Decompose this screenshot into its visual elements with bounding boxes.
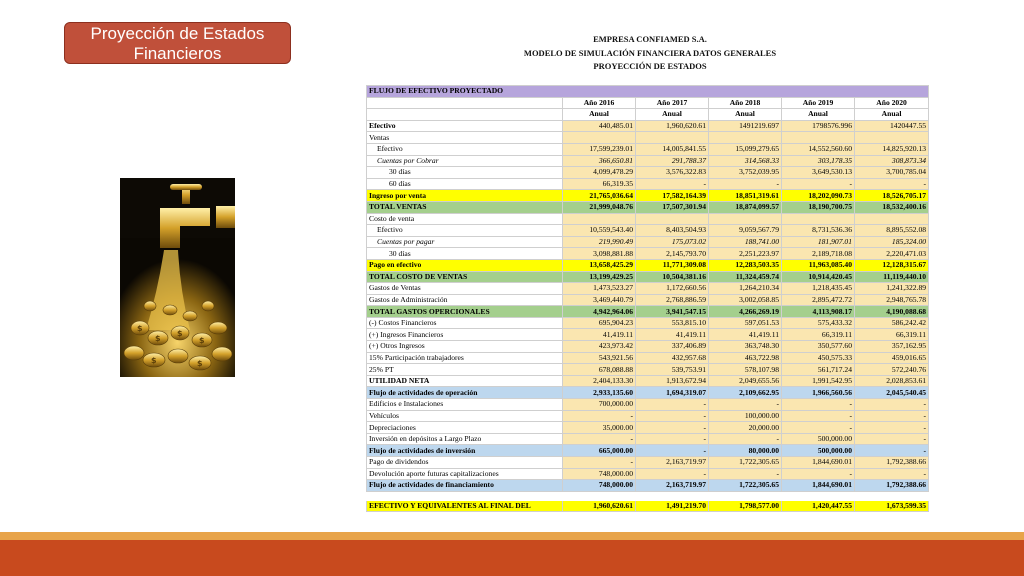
table-row [367,120,929,132]
final-cash-value: 1,798,577.00 [709,500,782,512]
table-row [367,201,929,213]
row-value: 2,933,135.60 [563,387,636,399]
row-value: 1420447.55 [855,120,929,132]
table-row [367,480,929,492]
row-value: 10,559,543.40 [563,225,636,237]
model-subtitle: MODELO DE SIMULACIÓN FINANCIERA DATOS GENERALES [523,48,777,58]
row-value: 11,324,459.74 [709,271,782,283]
row-value: - [782,422,855,434]
table-row [367,352,929,364]
row-value: 2,948,765.78 [855,294,929,306]
row-value: 21,999,048.76 [563,201,636,213]
row-label: UTILIDAD NETA [367,375,563,387]
row-label: TOTAL GASTOS OPERCIONALES [367,306,563,318]
row-value: 18,874,099.57 [709,201,782,213]
row-label: TOTAL VENTAS [367,201,563,213]
table-row [367,248,929,260]
row-value: 3,941,547.15 [636,306,709,318]
header-blank [367,97,563,109]
row-value: 363,748.30 [709,341,782,353]
row-label: Efectivo [367,143,563,155]
row-value: 4,190,088.68 [855,306,929,318]
row-value: 11,963,085.40 [782,259,855,271]
year-header: Año 2017 [636,97,709,109]
table-row [367,259,929,271]
row-value [563,213,636,225]
row-value: 66,319.35 [563,178,636,190]
row-label: 25% PT [367,364,563,376]
row-value: 4,942,964.06 [563,306,636,318]
row-value: 18,526,705.17 [855,190,929,202]
row-value: 500,000.00 [782,433,855,445]
row-value: 543,921.56 [563,352,636,364]
row-value: - [636,399,709,411]
row-value: 303,178.35 [782,155,855,167]
table-row [367,329,929,341]
row-value: - [563,410,636,422]
row-value: 14,005,841.55 [636,143,709,155]
row-value: - [636,178,709,190]
row-value: 1,264,210.34 [709,283,782,295]
header-blank [367,109,563,121]
row-value: 18,532,400.16 [855,201,929,213]
row-value: - [782,410,855,422]
row-value: 13,199,429.25 [563,271,636,283]
row-label: 30 días [367,167,563,179]
row-value [782,213,855,225]
row-value: - [855,178,929,190]
row-value: 3,752,039.95 [709,167,782,179]
row-value: 459,016.65 [855,352,929,364]
row-value: 4,266,269.19 [709,306,782,318]
row-value: - [563,433,636,445]
table-row [367,433,929,445]
row-value: 695,904.23 [563,317,636,329]
row-label: (+) Ingresos Financieros [367,329,563,341]
svg-text:$: $ [177,329,183,338]
row-label: (-) Costos Financieros [367,317,563,329]
row-value: 18,190,700.75 [782,201,855,213]
row-label: Cuentas por pagar [367,236,563,248]
row-value: 3,576,322.83 [636,167,709,179]
row-value [636,132,709,144]
row-value: 700,000.00 [563,399,636,411]
row-value: 8,731,536.36 [782,225,855,237]
table-row [367,399,929,411]
final-cash-value: 1,491,219.70 [636,500,709,512]
row-value: 188,741.00 [709,236,782,248]
row-value: 9,059,567.79 [709,225,782,237]
row-value: 440,485.01 [563,120,636,132]
row-value: 3,098,881.88 [563,248,636,260]
row-value: - [855,422,929,434]
row-value [709,213,782,225]
row-value: 100,000.00 [709,410,782,422]
slide-title: Proyección de Estados Financieros [64,22,291,64]
row-value: 175,073.02 [636,236,709,248]
year-header: Año 2020 [855,97,929,109]
row-value [855,132,929,144]
spacer-row [367,491,929,500]
row-label: 15% Participación trabajadores [367,352,563,364]
table-row [367,410,929,422]
row-label: Efectivo [367,120,563,132]
row-value: 748,000.00 [563,480,636,492]
row-label: Flujo de actividades de inversión [367,445,563,457]
row-value: - [636,433,709,445]
year-header: Año 2018 [709,97,782,109]
table-row [367,341,929,353]
table-row [367,225,929,237]
final-cash-value: 1,960,620.61 [563,500,636,512]
row-value: - [636,422,709,434]
row-value: 17,582,164.39 [636,190,709,202]
row-value: 14,825,920.13 [855,143,929,155]
row-value: 337,406.89 [636,341,709,353]
row-label: Edificios e Instalaciones [367,399,563,411]
row-value: 291,788.37 [636,155,709,167]
final-cash-value: 1,673,599.35 [855,500,929,512]
row-value: 1,966,560.56 [782,387,855,399]
row-value: 13,658,425.29 [563,259,636,271]
row-value: 1491219.697 [709,120,782,132]
row-value: 748,000.00 [563,468,636,480]
row-value: - [782,178,855,190]
row-value: 678,088.88 [563,364,636,376]
row-value: - [709,399,782,411]
row-value [709,132,782,144]
section-title: FLUJO DE EFECTIVO PROYECTADO [367,86,929,98]
row-value: 539,753.91 [636,364,709,376]
row-value: 14,552,560.60 [782,143,855,155]
row-value: 20,000.00 [709,422,782,434]
svg-text:$: $ [197,359,203,368]
row-value: 41,419.11 [709,329,782,341]
row-value: - [636,410,709,422]
row-value: 586,242.42 [855,317,929,329]
row-label: Cuentas por Cobrar [367,155,563,167]
row-value: 2,163,719.97 [636,457,709,469]
row-value: 308,873.34 [855,155,929,167]
row-label: Devolución aporte futuras capitalizaciones [367,468,563,480]
row-value: 1,991,542.95 [782,375,855,387]
row-label: Flujo de actividades de operación [367,387,563,399]
row-label: Inversión en depósitos a Largo Plazo [367,433,563,445]
final-cash-label: EFECTIVO Y EQUIVALENTES AL FINAL DEL [367,500,563,512]
table-row [367,422,929,434]
row-value: 575,433.32 [782,317,855,329]
table-row [367,294,929,306]
cash-flow-table [366,85,928,512]
table-row [367,155,929,167]
row-value: 1,473,523.27 [563,283,636,295]
row-value: 17,507,301.94 [636,201,709,213]
row-value: 1798576.996 [782,120,855,132]
row-label: Flujo de actividades de financiamiento [367,480,563,492]
row-label: Pago de dividendos [367,457,563,469]
row-value: 2,028,853.61 [855,375,929,387]
footer-bar [0,540,1024,576]
row-value: 35,000.00 [563,422,636,434]
footer-accent-bar [0,532,1024,540]
row-value: 597,051.53 [709,317,782,329]
row-value: 2,045,540.45 [855,387,929,399]
period-header: Anual [563,109,636,121]
final-cash-row [367,500,929,512]
period-header-row [367,109,929,121]
row-label: Pago en efectivo [367,259,563,271]
period-header: Anual [855,109,929,121]
row-value: 41,419.11 [636,329,709,341]
row-value: 1,844,690.01 [782,457,855,469]
golden-faucet-coins-image [120,178,235,377]
table-row [367,143,929,155]
row-value: 219,990.49 [563,236,636,248]
row-value: 80,000.00 [709,445,782,457]
period-header: Anual [709,109,782,121]
row-value: 66,319.11 [782,329,855,341]
row-label: Efectivo [367,225,563,237]
row-value: 185,324.00 [855,236,929,248]
row-label: Ingreso por venta [367,190,563,202]
row-value: 41,419.11 [563,329,636,341]
row-value: 17,599,239.01 [563,143,636,155]
row-value: 432,957.68 [636,352,709,364]
table-row [367,387,929,399]
row-value: 12,128,315.67 [855,259,929,271]
table-row [367,178,929,190]
row-value: 450,575.33 [782,352,855,364]
row-value: 366,650.81 [563,155,636,167]
svg-text:$: $ [151,356,157,365]
row-value [636,213,709,225]
row-value [782,132,855,144]
row-label: Costo de venta [367,213,563,225]
row-label: Gastos de Ventas [367,283,563,295]
table-row [367,457,929,469]
svg-text:$: $ [137,324,143,333]
row-value: 572,240.76 [855,364,929,376]
row-value: - [855,410,929,422]
table-row [367,213,929,225]
row-value: - [855,433,929,445]
row-value: 1,218,435.45 [782,283,855,295]
row-value: 2,895,472.72 [782,294,855,306]
row-value: 4,113,908.17 [782,306,855,318]
row-value: 18,851,319.61 [709,190,782,202]
row-value: 357,162.95 [855,341,929,353]
row-value: 8,895,552.08 [855,225,929,237]
row-value: 66,319.11 [855,329,929,341]
table-row [367,167,929,179]
year-header: Año 2019 [782,97,855,109]
row-value: 314,568.33 [709,155,782,167]
row-value: 2,189,718.08 [782,248,855,260]
row-value [855,213,929,225]
company-name: EMPRESA CONFIAMED S.A. [593,34,707,44]
row-value: 1,960,620.61 [636,120,709,132]
row-value: - [563,457,636,469]
row-value: - [709,178,782,190]
row-value: 3,700,785.04 [855,167,929,179]
row-value: 1,722,305.65 [709,480,782,492]
row-label: Vehículos [367,410,563,422]
row-value: 1,694,319.07 [636,387,709,399]
row-value: - [709,468,782,480]
row-label: TOTAL COSTO DE VENTAS [367,271,563,283]
row-value: 10,504,381.16 [636,271,709,283]
row-value: 2,768,886.59 [636,294,709,306]
row-value: 181,907.01 [782,236,855,248]
row-value: 21,765,036.64 [563,190,636,202]
table-row [367,317,929,329]
row-value: 423,973.42 [563,341,636,353]
row-value: - [855,468,929,480]
row-value: 2,404,133.30 [563,375,636,387]
row-value: - [709,433,782,445]
final-cash-value: 1,420,447.55 [782,500,855,512]
table-row [367,271,929,283]
row-value: 1,913,672.94 [636,375,709,387]
row-value: 2,109,662.95 [709,387,782,399]
row-value: 10,914,420.45 [782,271,855,283]
row-value: - [855,445,929,457]
table-row [367,283,929,295]
row-value: - [782,399,855,411]
row-label: 60 días [367,178,563,190]
row-value: 665,000.00 [563,445,636,457]
row-value: - [782,468,855,480]
projection-subtitle: PROYECCIÓN DE ESTADOS [593,61,707,71]
table-row [367,375,929,387]
row-value: 3,649,530.13 [782,167,855,179]
row-value: 4,099,478.29 [563,167,636,179]
row-value: 1,792,388.66 [855,457,929,469]
row-value: - [855,399,929,411]
table-row [367,190,929,202]
period-header: Anual [782,109,855,121]
row-label: (+) Otros Ingresos [367,341,563,353]
row-value: 350,577.60 [782,341,855,353]
row-value: 2,145,793.70 [636,248,709,260]
row-value: 1,844,690.01 [782,480,855,492]
table-row [367,468,929,480]
row-value: 1,792,388.66 [855,480,929,492]
row-value: 578,107.98 [709,364,782,376]
row-label: 30 días [367,248,563,260]
table-row [367,364,929,376]
table-section-header [367,86,929,98]
table-row [367,445,929,457]
row-value: 11,771,309.08 [636,259,709,271]
row-value: 18,202,090.73 [782,190,855,202]
row-value: - [636,445,709,457]
row-label: Depreciaciones [367,422,563,434]
row-value: 1,722,305.65 [709,457,782,469]
svg-text:$: $ [155,334,161,343]
row-value: 3,002,058.85 [709,294,782,306]
table-row [367,236,929,248]
row-value: - [636,468,709,480]
row-value: 2,220,471.03 [855,248,929,260]
year-header: Año 2016 [563,97,636,109]
row-value: 15,099,279.65 [709,143,782,155]
row-value: 561,717.24 [782,364,855,376]
row-value: 11,119,440.10 [855,271,929,283]
row-value: 3,469,440.79 [563,294,636,306]
row-value: 1,172,660.56 [636,283,709,295]
year-header-row [367,97,929,109]
row-value: 463,722.98 [709,352,782,364]
row-value: 500,000.00 [782,445,855,457]
row-value: 1,241,322.89 [855,283,929,295]
row-value: 553,815.10 [636,317,709,329]
period-header: Anual [636,109,709,121]
row-value: 12,283,503.35 [709,259,782,271]
row-value [563,132,636,144]
svg-text:$: $ [199,336,205,345]
table-row [367,132,929,144]
table-row [367,306,929,318]
row-label: Gastos de Administración [367,294,563,306]
row-value: 8,403,504.93 [636,225,709,237]
row-value: 2,049,655.56 [709,375,782,387]
row-value: 2,251,223.97 [709,248,782,260]
row-value: 2,163,719.97 [636,480,709,492]
row-label: Ventas [367,132,563,144]
